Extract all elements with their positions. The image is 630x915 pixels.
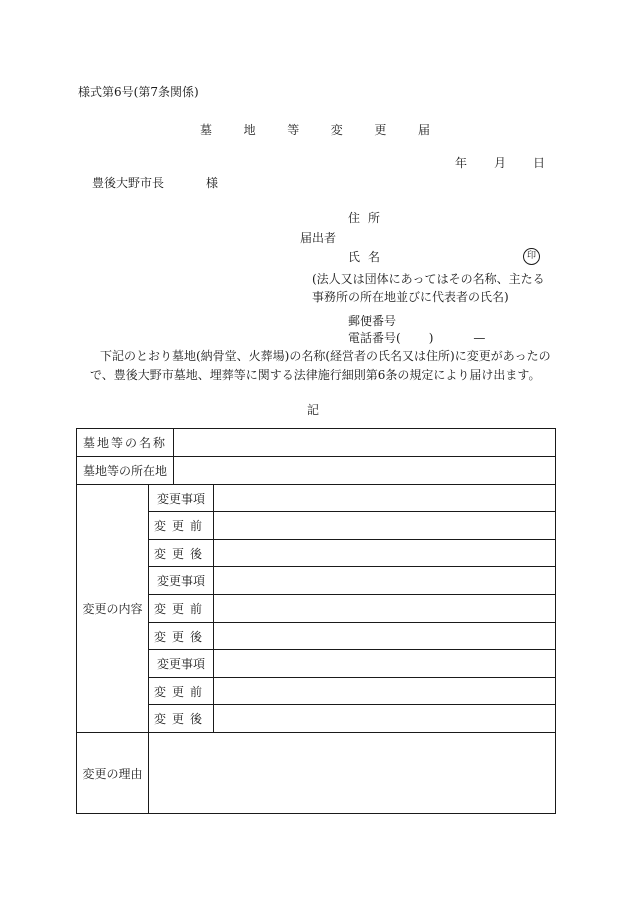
change-after-label: 変更後 bbox=[153, 712, 208, 726]
change-item-label: 変更事項 bbox=[156, 491, 205, 506]
notifier-label: 届出者 bbox=[300, 231, 337, 245]
change-before-label: 変更前 bbox=[153, 519, 208, 533]
phone-label: 電話番号( bbox=[348, 331, 401, 345]
corporate-note-line1: (法人又は団体にあってはその名称、主たる bbox=[312, 272, 545, 286]
form-number: 様式第6号(第7条関係) bbox=[78, 85, 199, 99]
phone-paren-close: ) bbox=[428, 331, 434, 345]
change-before-label: 変更前 bbox=[153, 684, 208, 699]
addressee-suffix: 様 bbox=[206, 176, 219, 190]
title-char: 更 bbox=[374, 123, 387, 137]
change-before-input[interactable] bbox=[214, 595, 555, 622]
change-notification-table bbox=[76, 428, 556, 814]
title-char: 等 bbox=[287, 123, 300, 137]
change-after-input[interactable] bbox=[214, 540, 555, 566]
change-after-label: 変更後 bbox=[153, 629, 208, 644]
postal-code-label: 郵便番号 bbox=[348, 314, 397, 328]
body-text-line1: 下記のとおり墓地(納骨堂、火葬場)の名称(経営者の氏名又は住所)に変更があったの bbox=[100, 349, 551, 363]
cemetery-location-input[interactable] bbox=[174, 457, 555, 484]
ki-heading: 記 bbox=[307, 403, 320, 417]
seal-mark-icon: 印 bbox=[523, 248, 540, 265]
cemetery-location-label: 墓地等の所在地 bbox=[83, 464, 168, 478]
change-item-input[interactable] bbox=[214, 650, 555, 677]
phone-number-field[interactable] bbox=[348, 332, 485, 344]
form-title bbox=[200, 124, 430, 136]
change-item-input[interactable] bbox=[214, 485, 555, 511]
change-before-input[interactable] bbox=[214, 678, 555, 704]
change-item-label: 変更事項 bbox=[156, 574, 205, 588]
addressee-name: 豊後大野市長 bbox=[92, 176, 165, 190]
date-year-label: 年 bbox=[455, 156, 468, 170]
change-item-label: 変更事項 bbox=[156, 657, 205, 671]
change-item-input[interactable] bbox=[214, 567, 555, 594]
change-content-label: 変更の内容 bbox=[82, 602, 143, 616]
change-after-input[interactable] bbox=[214, 623, 555, 649]
change-after-input[interactable] bbox=[214, 705, 555, 732]
change-reason-input[interactable] bbox=[149, 733, 555, 813]
title-char: 地 bbox=[243, 123, 256, 137]
change-before-input[interactable] bbox=[214, 512, 555, 539]
addressee bbox=[92, 177, 218, 189]
date-day-label: 日 bbox=[532, 156, 545, 170]
title-char: 墓 bbox=[200, 123, 213, 137]
title-char: 届 bbox=[417, 123, 430, 137]
change-before-label: 変更前 bbox=[153, 602, 208, 616]
body-text-line2: で、豊後大野市墓地、埋葬等に関する法律施行細則第6条の規定により届け出ます。 bbox=[90, 368, 541, 382]
cemetery-name-label: 墓地等の名称 bbox=[83, 436, 168, 450]
phone-dash: — bbox=[473, 331, 486, 345]
address-label: 住所 bbox=[348, 211, 389, 225]
cemetery-name-input[interactable] bbox=[174, 429, 555, 456]
change-after-label: 変更後 bbox=[153, 546, 208, 561]
title-char: 変 bbox=[330, 123, 343, 137]
name-label: 氏名 bbox=[348, 250, 389, 264]
change-reason-label: 変更の理由 bbox=[82, 766, 143, 781]
corporate-note-line2: 事務所の所在地並びに代表者の氏名) bbox=[312, 290, 509, 304]
date-month-label: 月 bbox=[493, 156, 506, 170]
date-field[interactable] bbox=[455, 157, 545, 169]
